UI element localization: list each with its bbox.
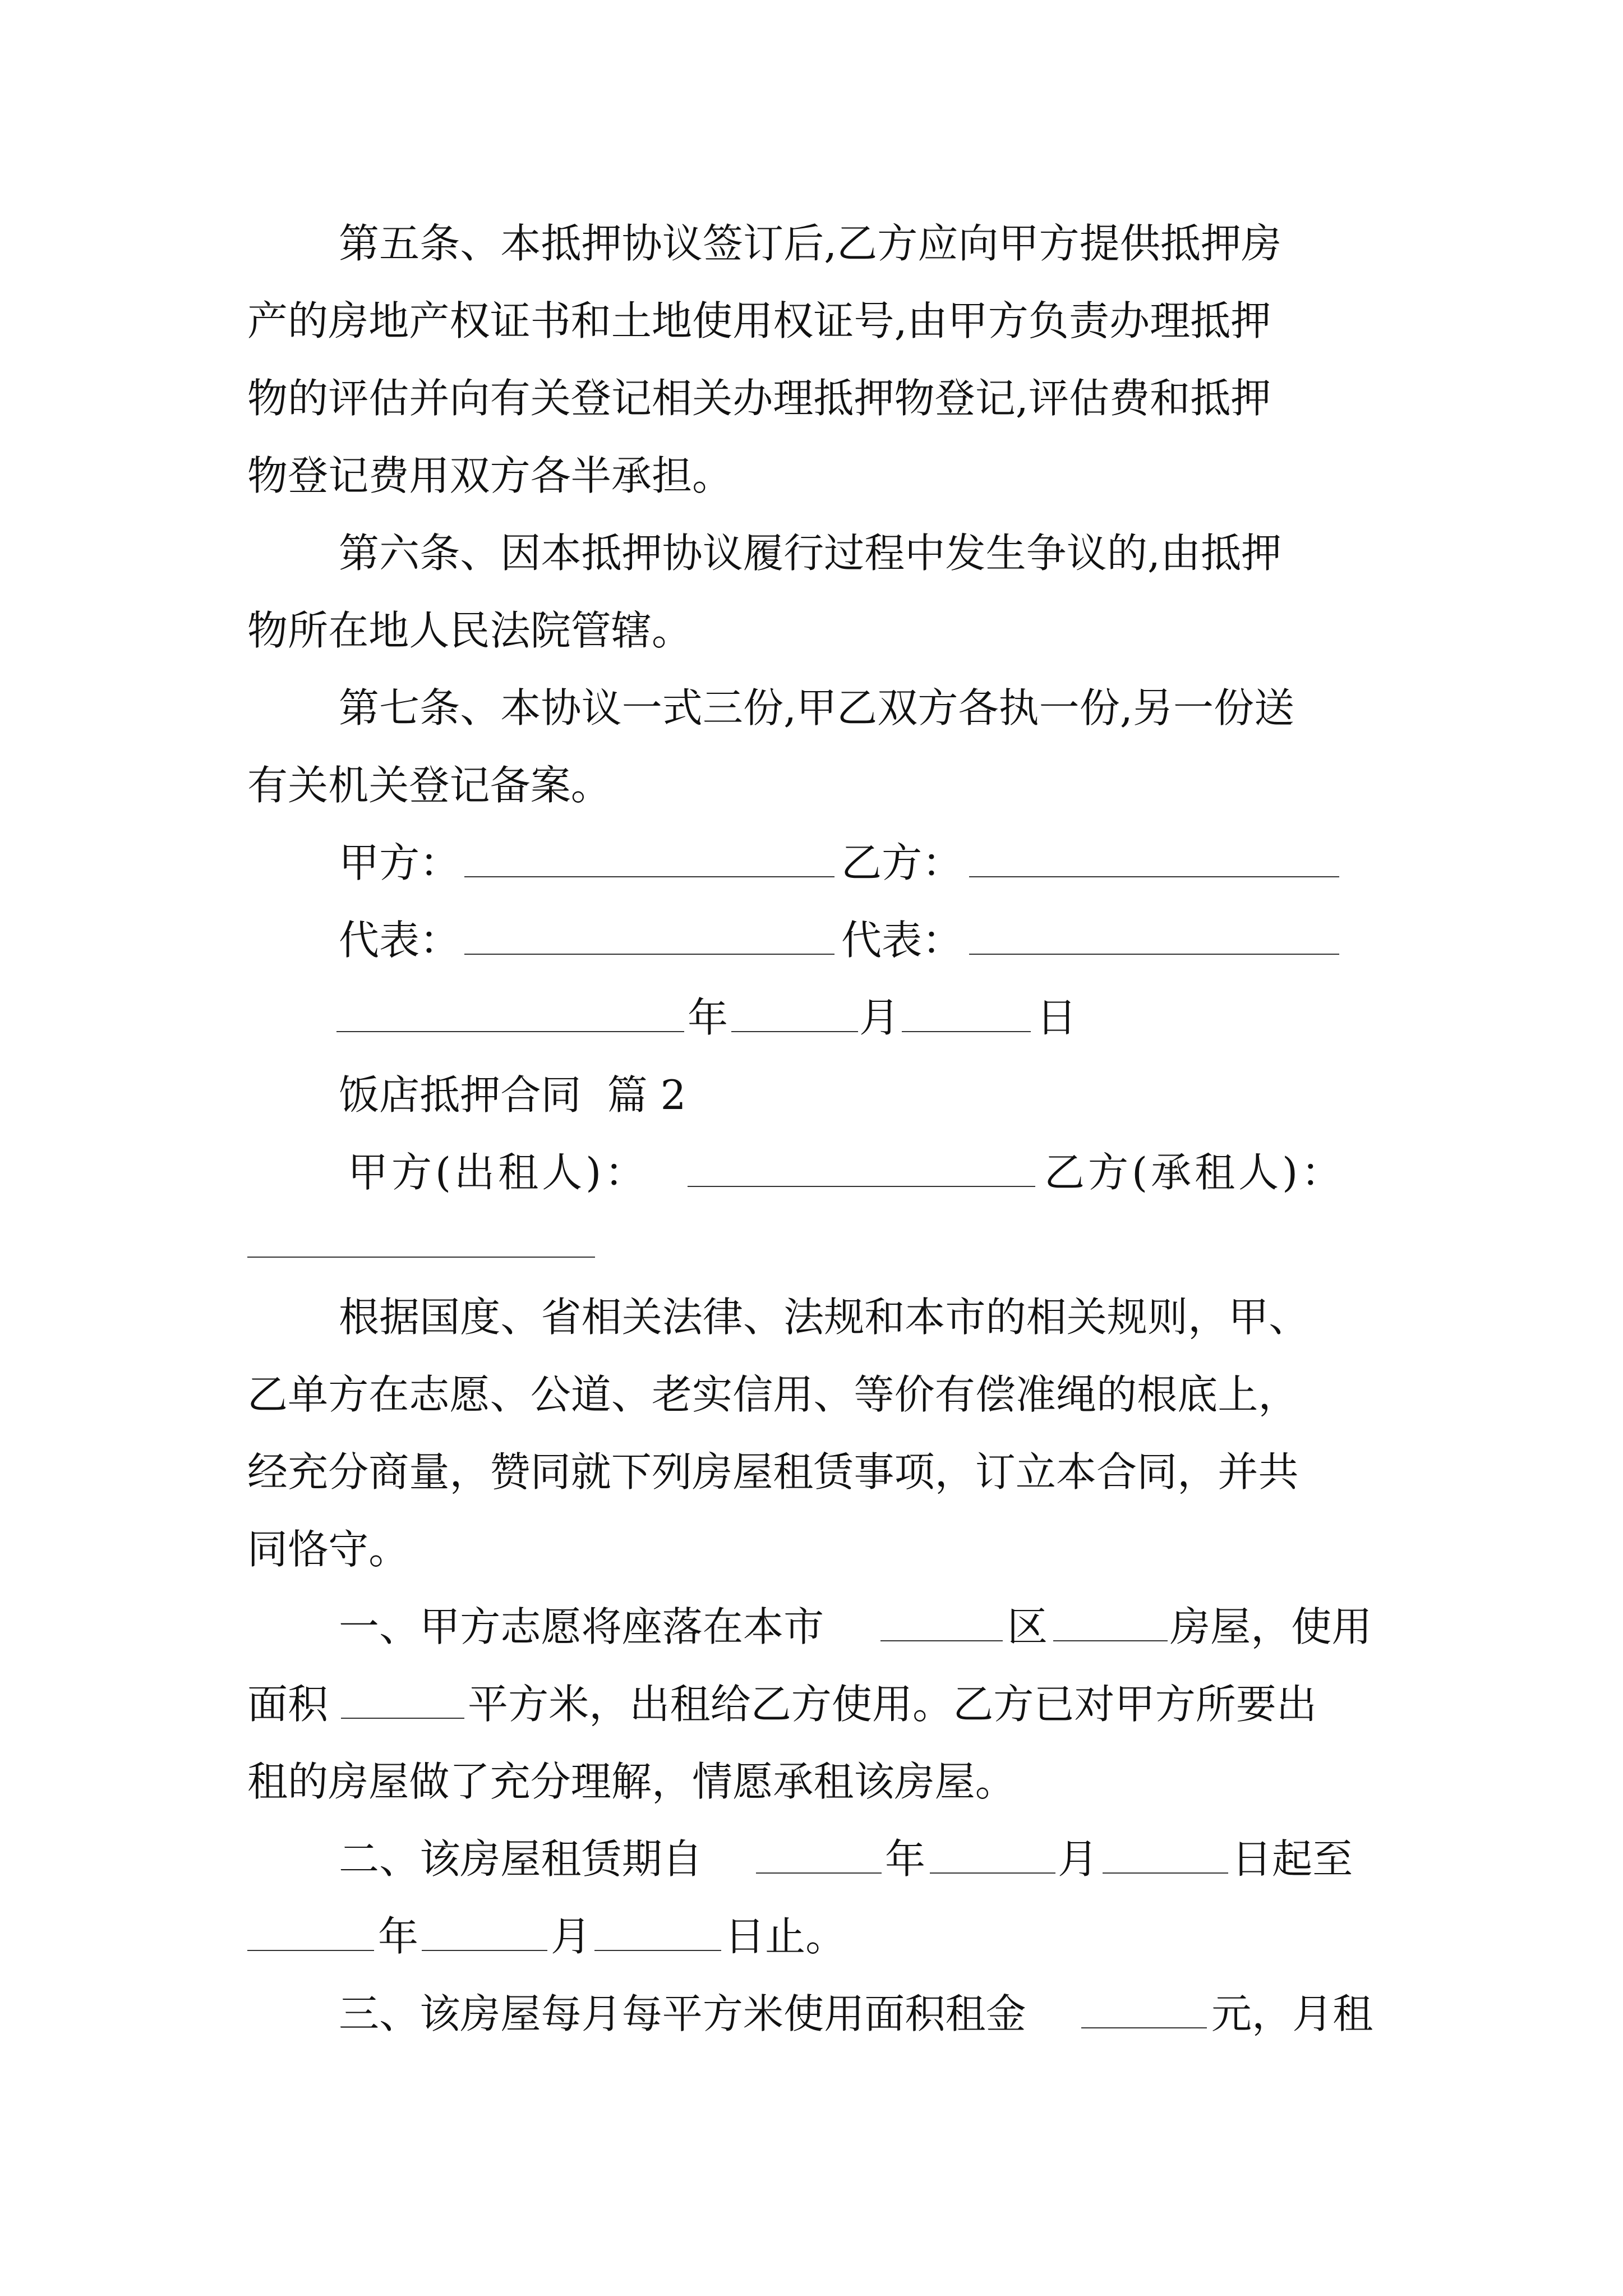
lessor-blank bbox=[688, 1186, 1035, 1187]
intro-line-2: 乙单方在志愿、公道、老实信用、等价有偿准绳的根底上， bbox=[247, 1371, 1299, 1418]
clause-2-start-year-blank bbox=[756, 1872, 882, 1874]
clause-3-text-a: 三、该房屋每月每平方米使用面积租金 bbox=[339, 1990, 1026, 2037]
clause-2-text-c: 月 bbox=[1058, 1835, 1099, 1883]
date-year-blank bbox=[336, 1031, 684, 1032]
clause-2-start-month-blank bbox=[930, 1872, 1055, 1874]
section-2-title: 饭店抵押合同 篇 2 bbox=[339, 1071, 686, 1119]
clause-2-text-e: 年 bbox=[378, 1913, 419, 1960]
clause-3-text-b: 元，月租 bbox=[1211, 1990, 1373, 2037]
clause-1-text-f: 租的房屋做了充分理解，情愿承租该房屋。 bbox=[247, 1758, 1016, 1805]
article-6-line-1: 第六条、因本抵押协议履行过程中发生争议的,由抵押 bbox=[339, 530, 1282, 577]
intro-line-1: 根据国度、省相关法律、法规和本市的相关规则，甲、 bbox=[339, 1294, 1310, 1341]
article-5-line-3: 物的评估并向有关登记相关办理抵押物登记,评估费和抵押 bbox=[247, 375, 1271, 422]
clause-2-end-month-blank bbox=[422, 1950, 547, 1951]
clause-2-text-g: 日止。 bbox=[725, 1913, 846, 1960]
article-7-line-2: 有关机关登记备案。 bbox=[247, 762, 611, 809]
clause-2-text-f: 月 bbox=[551, 1913, 592, 1960]
rep-b-blank bbox=[969, 954, 1339, 955]
party-a-blank bbox=[464, 876, 834, 877]
date-day-blank bbox=[902, 1031, 1031, 1032]
clause-1-text-c: 房屋，使用 bbox=[1170, 1603, 1372, 1650]
rep-a-blank bbox=[464, 954, 834, 955]
date-month-blank bbox=[731, 1031, 858, 1032]
article-5-line-1: 第五条、本抵押协议签订后,乙方应向甲方提供抵押房 bbox=[339, 220, 1282, 267]
article-7-line-1: 第七条、本协议一式三份,甲乙双方各执一份,另一份送 bbox=[339, 684, 1295, 731]
clause-2-end-year-blank bbox=[247, 1950, 374, 1951]
rep-b-label: 代表： bbox=[841, 917, 963, 964]
lessee-blank bbox=[247, 1257, 595, 1258]
party-a-label: 甲方： bbox=[339, 839, 460, 886]
clause-2-end-day-blank bbox=[594, 1950, 721, 1951]
clause-1-district-blank bbox=[880, 1640, 1003, 1641]
clause-2-text-b: 年 bbox=[885, 1835, 926, 1883]
lessor-label: 甲方(出租人)： bbox=[348, 1149, 649, 1196]
lessee-label: 乙方(承租人)： bbox=[1044, 1149, 1345, 1196]
intro-line-4: 同恪守。 bbox=[247, 1526, 409, 1573]
article-6-line-2: 物所在地人民法院管辖。 bbox=[247, 607, 693, 654]
clause-2-text-d: 日起至 bbox=[1232, 1835, 1353, 1883]
clause-3-rent-blank bbox=[1081, 2027, 1207, 2028]
clause-2-start-day-blank bbox=[1103, 1872, 1228, 1874]
date-month-label: 月 bbox=[859, 994, 900, 1041]
clause-2-text-a: 二、该房屋租赁期自 bbox=[339, 1835, 703, 1883]
party-b-blank bbox=[969, 876, 1339, 877]
clause-1-text-a: 一、甲方志愿将座落在本市 bbox=[339, 1603, 824, 1650]
clause-1-text-d: 面积 bbox=[247, 1681, 329, 1728]
article-5-line-4: 物登记费用双方各半承担。 bbox=[247, 452, 733, 499]
article-5-line-2: 产的房地产权证书和土地使用权证号,由甲方负责办理抵押 bbox=[247, 297, 1271, 344]
date-year-label: 年 bbox=[688, 994, 728, 1041]
clause-1-text-e: 平方米，出租给乙方使用。乙方已对甲方所要出 bbox=[468, 1681, 1317, 1728]
intro-line-3: 经充分商量，赞同就下列房屋租赁事项，订立本合同，并共 bbox=[247, 1448, 1299, 1496]
clause-1-area-blank bbox=[341, 1718, 464, 1719]
party-b-label: 乙方： bbox=[841, 839, 963, 886]
rep-a-label: 代表： bbox=[339, 917, 460, 964]
clause-1-house-blank bbox=[1053, 1640, 1168, 1641]
date-day-label: 日 bbox=[1036, 994, 1077, 1041]
clause-1-text-b: 区 bbox=[1007, 1603, 1048, 1650]
